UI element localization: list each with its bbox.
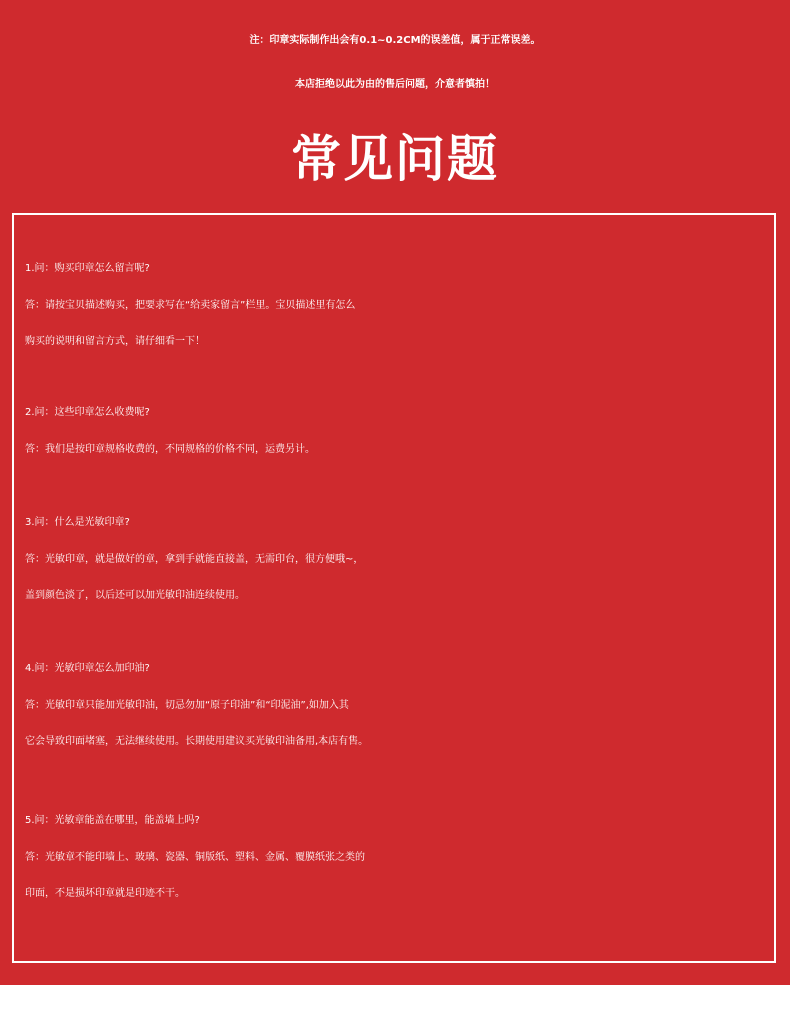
faq-item-2 <box>25 395 765 468</box>
faq-question: 1.问：购买印章怎么留言呢? <box>25 263 150 274</box>
faq-item-3 <box>25 505 765 615</box>
faq-question: 2.问：这些印章怎么收费呢? <box>25 407 150 418</box>
faq-item-1 <box>25 251 765 361</box>
faq-answer-line: 答：请按宝贝描述购买，把要求写在“给卖家留言”栏里。宝贝描述里有怎么 <box>25 299 356 311</box>
faq-answer-line: 答：光敏印章，就是做好的章，拿到手就能直接盖，无需印台，很方便哦~， <box>25 553 364 565</box>
faq-answer-line: 印面，不是损坏印章就是印迹不干。 <box>25 888 185 899</box>
faq-answer-line: 盖到颜色淡了，以后还可以加光敏印油连续使用。 <box>25 590 245 601</box>
faq-question: 3.问：什么是光敏印章? <box>25 517 130 528</box>
faq-item-5 <box>25 803 765 913</box>
faq-answer-line: 购买的说明和留言方式，请仔细看一下！ <box>25 336 205 347</box>
faq-question: 5.问：光敏章能盖在哪里，能盖墙上吗? <box>25 815 200 826</box>
faq-answer-line: 答：我们是按印章规格收费的，不同规格的价格不同，运费另计。 <box>25 443 315 455</box>
notice-line-1: 注：印章实际制作出会有0.1~0.2CM的误差值，属于正常误差。 <box>249 35 541 46</box>
faq-question: 4.问：光敏印章怎么加印油? <box>25 663 150 674</box>
faq-answer-line: 它会导致印面堵塞，无法继续使用。长期使用建议买光敏印油备用,本店有售。 <box>25 736 369 747</box>
faq-item-4 <box>25 651 765 761</box>
page-title: 常见问题 <box>291 130 499 188</box>
faq-answer-line: 答：光敏章不能印墙上、玻璃、瓷器、铜版纸、塑料、金属、覆膜纸张之类的 <box>25 851 365 863</box>
notice-line-2: 本店拒绝以此为由的售后问题，介意者慎拍！ <box>295 79 495 90</box>
faq-answer-line: 答：光敏印章只能加光敏印油，切忌勿加“原子印油”和“印泥油”,如加入其 <box>25 699 349 711</box>
